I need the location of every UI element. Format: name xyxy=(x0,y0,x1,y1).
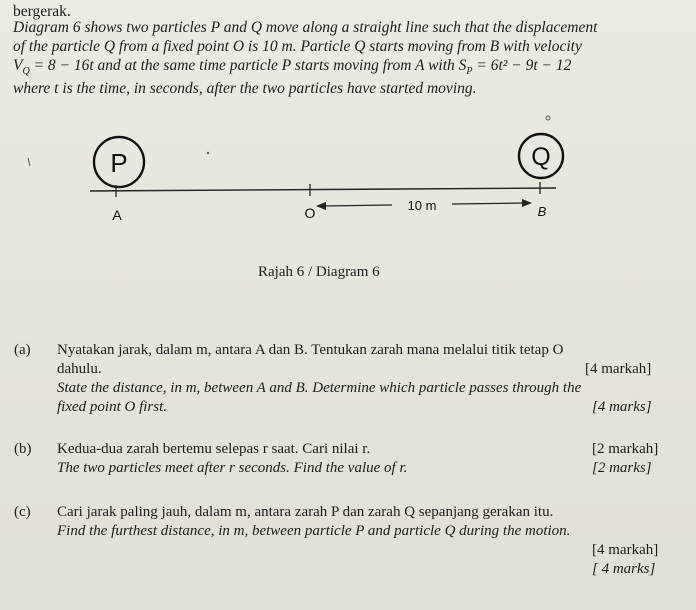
question-a-english-marks: [4 marks] xyxy=(592,399,652,415)
diagram-caption: Rajah 6 / Diagram 6 xyxy=(258,264,380,280)
question-c-english-line-1: Find the furthest distance, in m, between particle P and particle Q during the motion. xyxy=(57,523,571,539)
intro-line-4: where t is the time, in seconds, after the two particles have started moving. xyxy=(13,80,477,97)
question-b-english-marks: [2 marks] xyxy=(592,460,652,476)
point-a-label: A xyxy=(112,207,122,223)
stray-mark xyxy=(546,116,550,120)
intro-top-word: bergerak. xyxy=(13,3,71,20)
arrowhead-left xyxy=(316,202,326,210)
straight-line xyxy=(90,188,556,191)
question-b-number: (b) xyxy=(14,441,32,457)
question-c-malay-marks: [4 markah] xyxy=(592,542,659,558)
velocity-subscript: Q xyxy=(22,66,30,78)
distance-arrow-left xyxy=(322,205,392,206)
intro-line-3-middle: = 8 − 16t and at the same time particle P starts moving from A with S xyxy=(29,57,467,74)
question-b-english-line-1: The two particles meet after r seconds. Find the value of r. xyxy=(57,460,408,476)
distance-arrow-right xyxy=(452,203,526,204)
displacement-subscript: P xyxy=(466,66,473,78)
point-b-label: B xyxy=(537,204,547,219)
question-a-english-line-2: fixed point O first. xyxy=(57,399,167,415)
displacement-equation: = 6t² − 9t − 12 xyxy=(472,57,572,74)
intro-line-1: Diagram 6 shows two particles P and Q move along a straight line such that the displacement xyxy=(13,19,598,36)
question-a-malay-line-1: Nyatakan jarak, dalam m, antara A dan B. Tentukan zarah mana melalui titik tetap O xyxy=(57,342,564,358)
question-c-english-marks: [ 4 marks] xyxy=(592,561,656,577)
particle-p-label: P xyxy=(110,148,128,178)
question-c-number: (c) xyxy=(14,504,31,520)
arrowhead-right xyxy=(522,199,532,207)
intro-line-2: of the particle Q from a fixed point O is 10 m. Particle Q starts moving from B with velocity xyxy=(13,38,582,55)
stray-mark xyxy=(207,152,209,154)
distance-label: 10 m xyxy=(407,198,437,213)
question-a-english-line-1: State the distance, in m, between A and B. Determine which particle passes through the xyxy=(57,380,582,396)
question-b-malay-line-1: Kedua-dua zarah bertemu selepas r saat. Cari nilai r. xyxy=(57,441,371,457)
question-c-malay-line-1: Cari jarak paling jauh, dalam m, antara zarah P dan zarah Q sepanjang gerakan itu. xyxy=(57,504,554,520)
particle-q-label: Q xyxy=(531,143,551,171)
question-a-malay-marks: [4 markah] xyxy=(585,361,652,377)
point-o-label: O xyxy=(304,205,316,221)
diagram-6 xyxy=(0,110,696,260)
velocity-symbol: V xyxy=(13,57,23,74)
question-a-malay-line-2: dahulu. xyxy=(57,361,102,377)
question-a-number: (a) xyxy=(14,342,31,358)
question-b-malay-marks: [2 markah] xyxy=(592,441,659,457)
stray-mark xyxy=(28,158,30,166)
